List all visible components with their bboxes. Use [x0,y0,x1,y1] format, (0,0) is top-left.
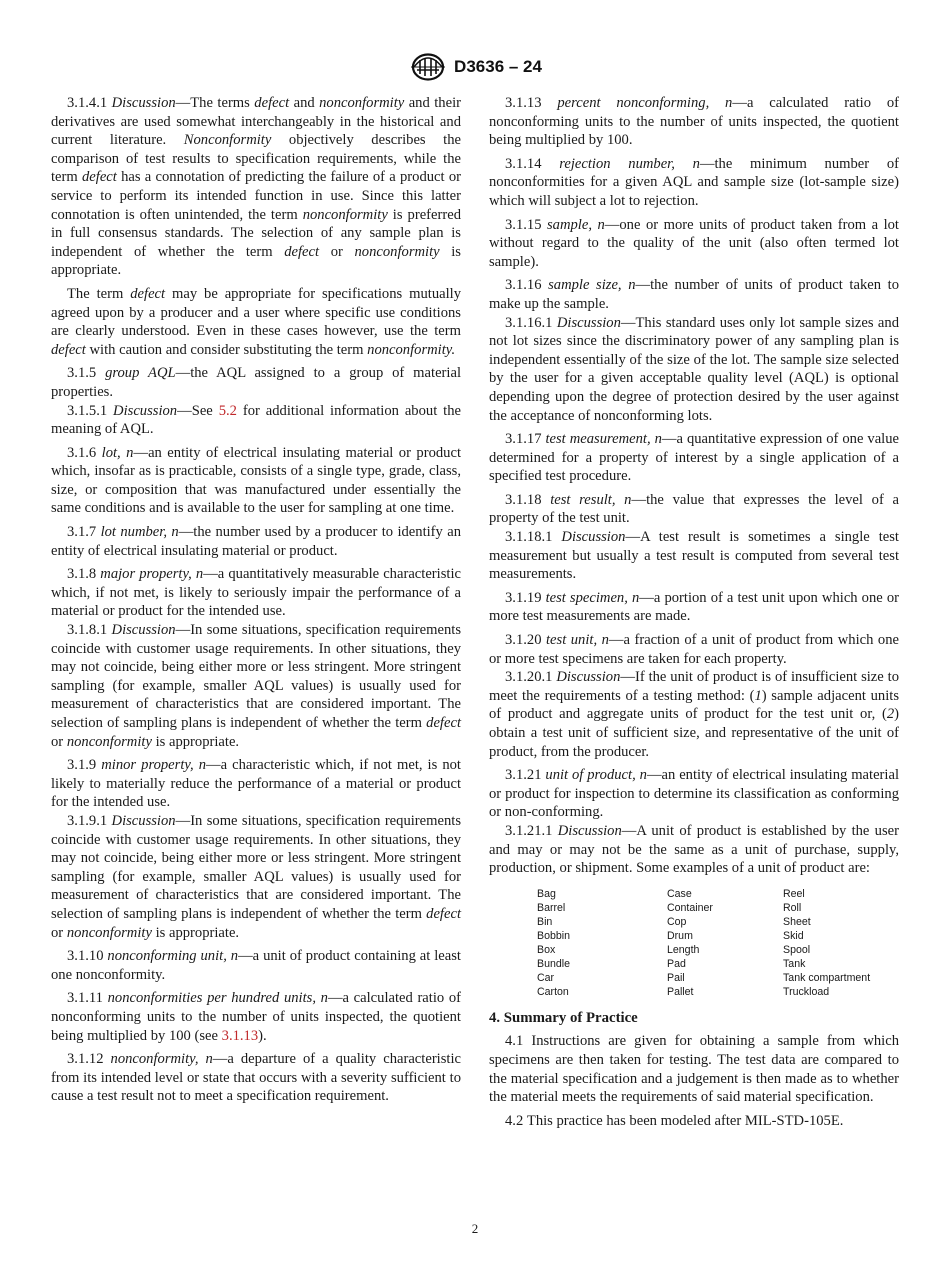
unit-example: Spool [783,943,811,956]
unit-example: Bobbin [537,929,570,942]
unit-example: Reel [783,887,805,900]
page-number: 2 [471,1221,479,1236]
para-3-1-19: 3.1.19 test specimen, n—a portion of a test unit upon which one or more test measurements are made. [489,589,900,625]
unit-example: Pad [667,957,686,970]
para-3-1-13: 3.1.13 percent nonconforming, n—a calculated ratio of nonconforming units to the number of units inspected, the quotient being multiplied by 100. [489,95,899,149]
para-3-1-4-1: 3.1.4.1 Discussion—The terms defect and nonconformity and their derivatives are used somewhat interchangeably in the historical and current literature. Nonconformity objectively describes the comparison of test results to specification requirements, while the term defect has a connotation of predicting the failure of a product or service to perform its intended function in use. Since this latter connotation is often unintended, the term nonconformity is preferred in full consensus standards. The selection of any sample plan is independent of whether the term defect or nonconformity is appropriate. [51,95,462,279]
unit-example: Case [667,887,692,900]
para-3-1-5-1: 3.1.5.1 Discussion—See 5.2 for additional information about the meaning of AQL. [51,402,461,438]
left-column [51,94,461,1111]
unit-example: Length [667,943,700,956]
para-3-1-21-1: 3.1.21.1 Discussion—A unit of product is established by the user and may or may not be the same as a unit of purchase, supply, production, or shipment. Some examples of a unit of product are: [489,822,899,877]
para-3-1-21: 3.1.21 unit of product, n—an entity of electrical insulating material or product for inspection to determine its classification as conforming or non-conforming. [489,767,899,821]
para-3-1-8-1: 3.1.8.1 Discussion—In some situations, specification requirements coincide with customer usage requirements. In other situations, they may not coincide, being either more or less stringent. More stringent sampling (for example, smaller AQL values) is usually used for measurement of characteristics that are considered important. The selection of sampling plans is independent of whether the term defect or nonconformity is appropriate. [51,622,462,750]
para-3-1-5: 3.1.5 group AQL—the AQL assigned to a group of material properties. [51,365,461,400]
para-4-1: 4.1 Instructions are given for obtaining a sample from which specimens are then taken for testing. The test data are compared to the material specification and a judgement is then made as to whether the material meets the requirements of said material specification. [489,1033,899,1106]
unit-example: Bundle [537,957,570,970]
unit-example: Box [537,943,556,956]
unit-example: Bin [537,915,553,928]
ref-link-5-2[interactable]: 5.2 [218,402,237,419]
unit-example: Barrel [537,901,566,914]
unit-example: Truckload [783,985,830,998]
para-3-1-6: 3.1.6 lot, n—an entity of electrical insulating material or product which, insofar as is practicable, consists of a single type, grade, class, size, or composition that was manufactured under essentially the same conditions and is available to the user for sampling at one time. [51,444,462,517]
para-defect-note: The term defect may be appropriate for specifications mutually agreed upon by a producer and a user where specific use conditions are clearly understood. Even in these cases however, use the term defect with caution and consider substituting the term nonconformity. [51,285,461,358]
unit-example: Carton [537,985,569,998]
section-4-heading: 4. Summary of Practice [489,1009,638,1026]
unit-of-product-examples [537,887,899,999]
unit-example: Cop [667,915,687,928]
right-column [489,94,899,1135]
ref-link-3-1-13[interactable]: 3.1.13 [221,1027,259,1044]
unit-example: Skid [783,929,804,942]
unit-example: Container [667,901,713,914]
para-3-1-9-1: 3.1.9.1 Discussion—In some situations, specification requirements coincide with customer usage requirements. In other situations, they may not coincide, being either more or less stringent. More stringent sampling (for example, smaller AQL values) is usually used for measurement of characteristics that are considered important. The selection of sampling plans is independent of whether the term defect or nonconformity is appropriate. [51,812,462,941]
para-3-1-14: 3.1.14 rejection number, n—the minimum number of nonconformities for a given AQL and sample size (lot-sample size) which will subject a lot to rejection. [489,155,899,209]
para-3-1-18-1: 3.1.18.1 Discussion—A test result is sometimes a single test measurement but usually a test result is computed from several test measurements. [489,529,899,583]
para-3-1-20-1: 3.1.20.1 Discussion—If the unit of product is of insufficient size to meet the requirements of a testing method: (1) sample adjacent units of product and aggregate units of product for the test unit or, (2) obtain a test unit of sufficient size, and representative of the unit of product, from the producer. [489,669,899,760]
unit-example: Sheet [783,915,811,928]
unit-example: Bag [537,887,556,900]
para-3-1-20: 3.1.20 test unit, n—a fraction of a unit of product from which one or more test specimens are taken for each property. [489,632,899,667]
unit-example: Car [537,971,555,984]
para-3-1-18: 3.1.18 test result, n—the value that expresses the level of a property of the test unit. [489,491,899,527]
page-header [0,50,950,84]
para-3-1-11: 3.1.11 nonconformities per hundred units, n—a calculated ratio of nonconforming units to the number of units inspected, the quotient being multiplied by 100 (see 3.1.13). [51,990,461,1044]
unit-example: Drum [667,929,693,942]
para-3-1-16-1: 3.1.16.1 Discussion—This standard uses only lot sample sizes and not lot sizes since the discriminatory power of any sampling plan is independent essentially of the size of the lot. The sample size selected by the user for a given acceptable quality level (AQL) is optional depending upon the degree of protection desired by the user against the acceptance of nonconforming lots. [489,314,899,424]
para-4-2: 4.2 This practice has been modeled after MIL-STD-105E. [505,1112,844,1129]
para-3-1-16: 3.1.16 sample size, n—the number of units of product taken to make up the sample. [489,277,899,312]
unit-example: Tank compartment [783,971,871,984]
unit-example: Roll [783,901,802,914]
para-3-1-15: 3.1.15 sample, n—one or more units of product taken from a lot without regard to the quality of the unit (also often termed lot sample). [489,216,899,270]
unit-example: Tank [783,957,806,970]
para-3-1-17: 3.1.17 test measurement, n—a quantitative expression of one value determined for a property of interest by a single application of a specified test procedure. [489,431,899,485]
document-id: D3636 – 24 [454,57,542,76]
para-3-1-10: 3.1.10 nonconforming unit, n—a unit of product containing at least one nonconformity. [51,948,461,983]
para-3-1-8: 3.1.8 major property, n—a quantitatively measurable characteristic which, if not met, is likely to seriously impair the performance of a material or product for the intended use. [51,566,461,620]
para-3-1-9: 3.1.9 minor property, n—a characteristic which, if not met, is not likely to materially reduce the performance of a material or product for the intended use. [51,757,461,811]
para-3-1-7: 3.1.7 lot number, n—the number used by a producer to identify an entity of electrical insulating material or product. [51,524,461,559]
para-3-1-12: 3.1.12 nonconformity, n—a departure of a quality characteristic from its intended level or state that occurs with a severity sufficient to cause a test result not to meet a specification requirement. [51,1051,461,1105]
astm-logo-icon [408,51,448,83]
unit-example: Pail [667,971,685,984]
unit-example: Pallet [667,985,694,998]
